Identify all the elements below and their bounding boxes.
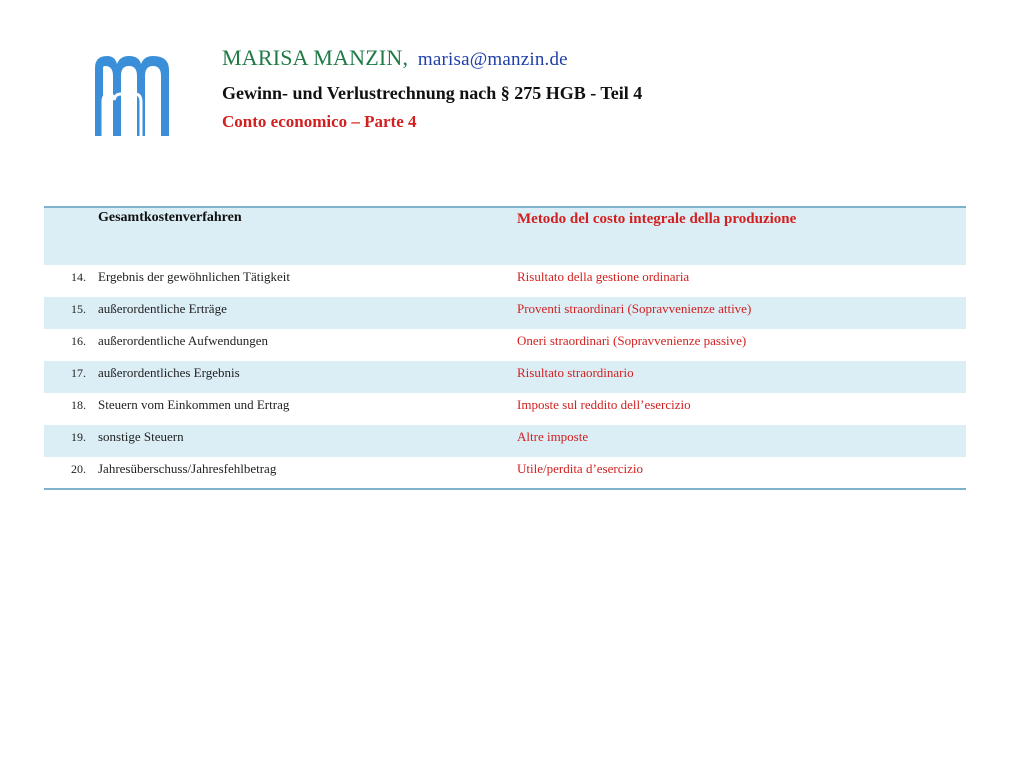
row-italian: Imposte sul reddito dell’esercizio [517, 397, 691, 412]
row-italian: Utile/perdita d’esercizio [517, 461, 643, 476]
row-german: Steuern vom Einkommen und Ertrag [98, 397, 290, 412]
table-row [44, 297, 966, 329]
row-number: 17. [44, 361, 98, 393]
row-german: sonstige Steuern [98, 425, 511, 457]
row-italian: Altre imposte [511, 425, 966, 457]
row-number: 15. [44, 297, 98, 329]
row-italian: Oneri straordinari (Sopravvenienze passive) [517, 333, 747, 348]
mm-logo-icon [93, 54, 171, 136]
translation-table [44, 206, 966, 490]
row-german: Jahresüberschuss/Jahresfehlbetrag [98, 461, 277, 476]
row-italian: Risultato della gestione ordinaria [517, 269, 690, 284]
row-number: 20. [71, 462, 86, 476]
author-name: MARISA MANZIN, [222, 45, 409, 70]
header-number-cell [44, 207, 98, 265]
title-german: Gewinn- und Verlustrechnung nach § 275 HGB - Teil 4 [222, 83, 643, 103]
row-number: 19. [44, 425, 98, 457]
header-german: Gesamtkostenverfahren [98, 207, 511, 265]
header-italian: Metodo del costo integrale della produzione [511, 207, 966, 265]
table-row [44, 361, 966, 393]
table-header-row [44, 207, 966, 265]
author-line [222, 44, 982, 74]
table-row [44, 329, 966, 361]
header [222, 44, 982, 133]
row-german: außerordentliche Erträge [98, 297, 511, 329]
row-number: 18. [71, 398, 86, 412]
row-italian: Proventi straordinari (Sopravvenienze attive) [511, 297, 966, 329]
table-row [44, 425, 966, 457]
row-german: außerordentliches Ergebnis [98, 361, 511, 393]
row-german: außerordentliche Aufwendungen [98, 333, 269, 348]
row-italian: Risultato straordinario [511, 361, 966, 393]
table-row [44, 265, 966, 297]
row-german: Ergebnis der gewöhnlichen Tätigkeit [98, 269, 290, 284]
row-number: 16. [71, 334, 86, 348]
table-row [44, 393, 966, 425]
row-number: 14. [71, 270, 86, 284]
title-italian: Conto economico – Parte 4 [222, 112, 417, 131]
table-row [44, 457, 966, 489]
author-email[interactable]: marisa@manzin.de [417, 49, 568, 70]
